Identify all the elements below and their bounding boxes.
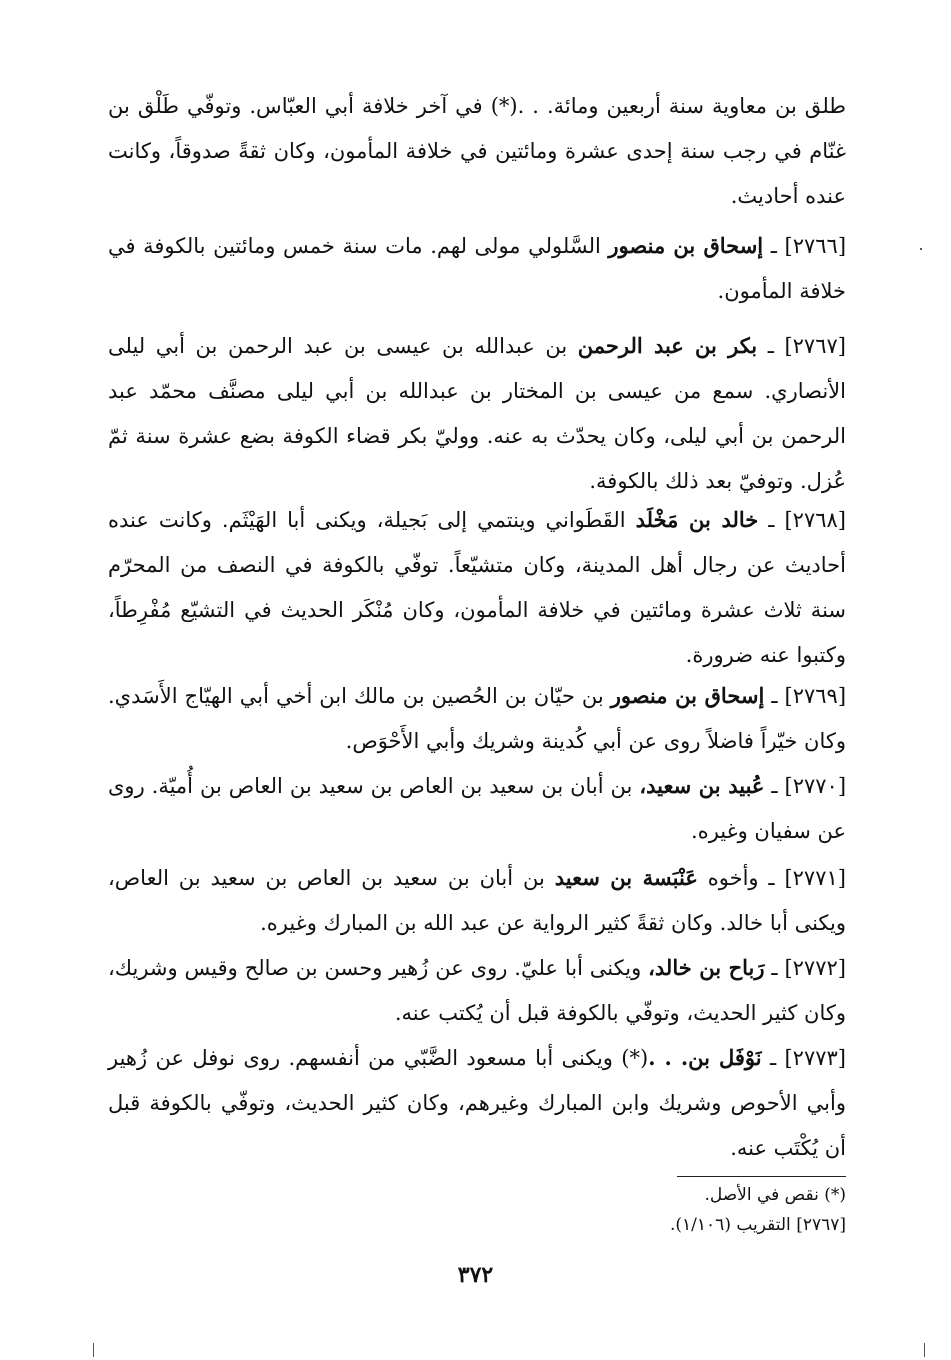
entry-continuation <box>108 83 846 219</box>
page-number: ٣٧٢ <box>457 1262 494 1288</box>
entry-text: بن حيّان بن الحُصين بن مالك ابن أخي أبي الهيّاج الأَسَدي. وكان خيّراً فاضلاً روى عن أبي كُدينة وشريك وأبي الأَحْوَص. <box>108 684 846 753</box>
entry-2768 <box>108 497 846 678</box>
entry-2766 <box>108 223 846 314</box>
entry-text: بن أبان بن سعيد بن العاص بن سعيد بن العاص، ويكنى أبا خالد. وكان ثقةً كثير الرواية عن عبد الله بن المبارك وغيره. <box>108 866 846 935</box>
entry-prefix: [٢٧٦٩] ـ <box>764 684 847 708</box>
entry-text: ويكنى أبا عليّ. روى عن زُهير وحسن بن صالح وقيس وشريك، وكان كثير الحديث، وتوفّي بالكوفة قبل أن يُكتب عنه. <box>108 956 846 1025</box>
scan-speck <box>924 1343 925 1357</box>
entry-name: عَنْبَسة بن سعيد <box>554 865 698 890</box>
entry-2770 <box>108 763 846 854</box>
scan-speck <box>93 1343 94 1357</box>
entry-text: السَّلولي مولى لهم. مات سنة خمس ومائتين بالكوفة في خلافة المأمون. <box>108 234 846 303</box>
footnote-item: (*) نقص في الأصل. <box>704 1185 846 1205</box>
entry-2771 <box>108 855 846 946</box>
entry-text: بن عبدالله بن عيسى بن عبد الرحمن بن أبي ليلى الأنصاري. سمع من عيسى بن المختار بن عبدالله بن أبي ليلى مصنَّف محمّد عبد الرحمن بن أبي ليلى، وكان يحدّث به عنه. ووليّ بكر قضاء الكوفة بضع عشرة سنة ثمّ عُزل. وتوفيّ بعد ذلك بالكوفة. <box>108 334 846 493</box>
entry-text: (*) ويكنى أبا مسعود الضَّبّي من أنفسهم. روى نوفل عن زُهير وأبي الأحوص وشريك وابن المبارك وغيرهم، وكان كثير الحديث، وتوفّي بالكوفة قبل أن يُكْتَب عنه. <box>108 1046 846 1160</box>
entry-text: بن أبان بن سعيد بن العاص بن سعيد بن العاص بن أُميّة. روى عن سفيان وغيره. <box>108 774 846 843</box>
entry-prefix: [٢٧٦٦] ـ <box>763 234 847 258</box>
entry-name: رَباح بن خالد، <box>648 955 765 980</box>
entry-name: عُبيد بن سعيد، <box>639 773 765 798</box>
entry-prefix: [٢٧٧٢] ـ <box>764 956 846 980</box>
entry-text: القَطَواني وينتمي إلى بَجيلة، ويكنى أبا الهَيْثَم. وكانت عنده أحاديث عن رجال أهل المدينة، وكان متشيّعاً. توفّي بالكوفة في النصف من المحرّم سنة ثلاث عشرة ومائتين في خلافة المأمون، وكان مُنْكَر الحديث في التشيّع مُفْرِطاً، وكتبوا عنه ضرورة. <box>108 508 846 667</box>
scan-speck <box>920 248 922 250</box>
entry-2773 <box>108 1035 846 1171</box>
entry-prefix: [٢٧٧٠] ـ <box>764 774 847 798</box>
footnote-separator <box>677 1176 846 1177</box>
entry-prefix: [٢٧٦٨] ـ <box>758 508 846 532</box>
entry-2769 <box>108 673 846 764</box>
entry-text: طلق بن معاوية سنة أربعين ومائة. . .(*) في آخر خلافة أبي العبّاس. وتوفّي طَلْق بن غنّام في رجب سنة إحدى عشرة ومائتين في خلافة المأمون، وكان ثقةً صدوقاً، وكانت عنده أحاديث. <box>108 94 846 208</box>
entry-2772 <box>108 945 846 1036</box>
entry-name: نَوْفَل بن. . . <box>648 1045 762 1070</box>
entry-2767 <box>108 323 846 504</box>
entry-name: إسحاق بن منصور <box>608 233 764 258</box>
entry-prefix: [٢٧٦٧] ـ <box>757 334 846 358</box>
entry-name: بكر بن عبد الرحمن <box>577 333 758 358</box>
footnotes <box>400 1180 846 1240</box>
entry-prefix: [٢٧٧١] ـ وأخوه <box>697 866 846 890</box>
entry-name: إسحاق بن منصور <box>610 683 765 708</box>
entry-name: خالد بن مَخْلَد <box>635 507 759 532</box>
footnote-item: [٢٧٦٧] التقريب (١/١٠٦). <box>670 1215 846 1235</box>
entry-prefix: [٢٧٧٣] ـ <box>761 1046 846 1070</box>
